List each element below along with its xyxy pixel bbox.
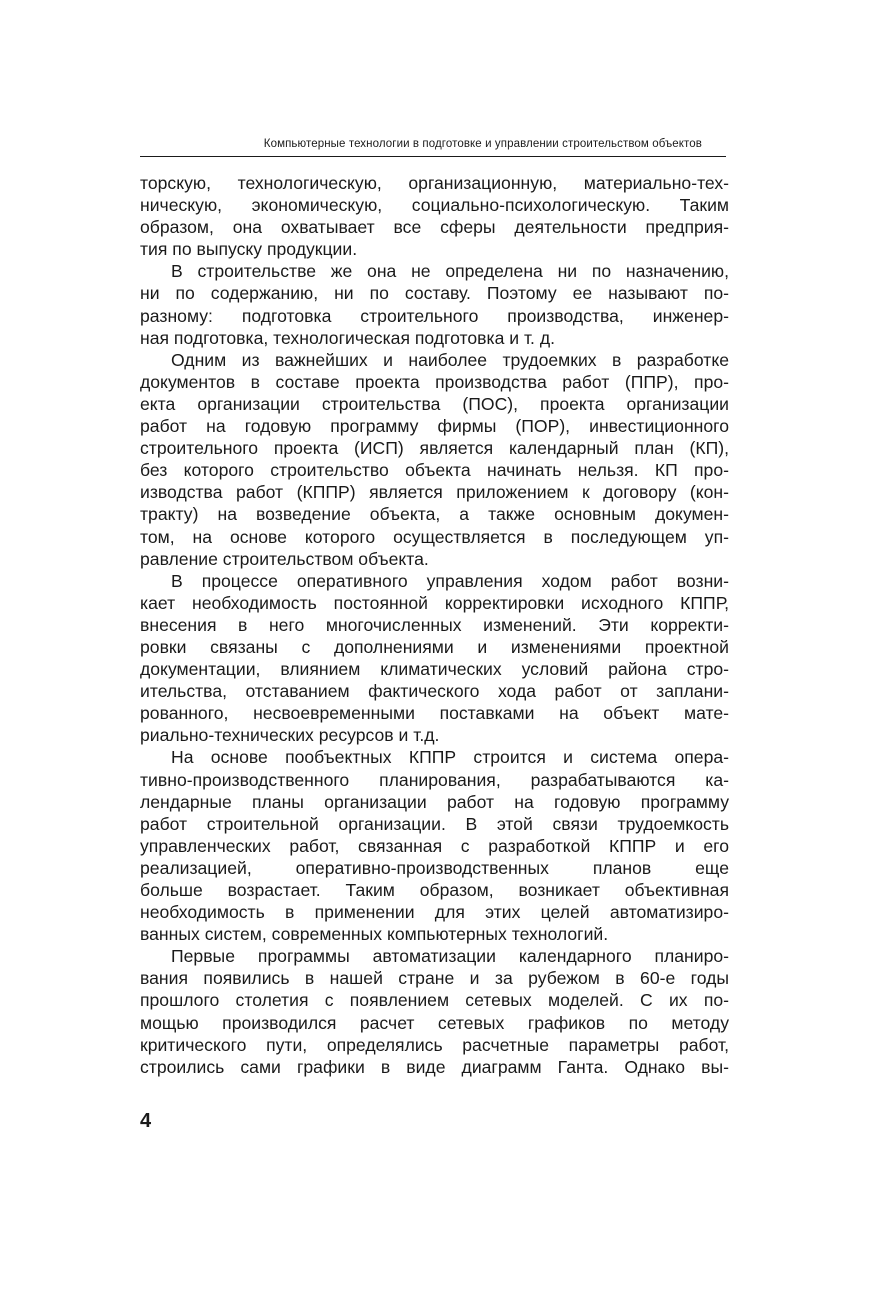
paragraph-line: Первые программы автоматизации календарного планиро-: [171, 946, 729, 967]
paragraph-line: тракту) на возведение объекта, а также основным докумен-: [140, 504, 729, 525]
paragraph-line: внесения в него многочисленных изменений. Эти корректи-: [140, 614, 729, 635]
paragraph-line: На основе пообъектных КППР строится и система опера-: [171, 747, 729, 768]
paragraph-line: работ на годовую программу фирмы (ПОР), инвестиционного: [140, 416, 729, 437]
paragraph-line: рованного, несвоевременными поставками на объект мате-: [140, 703, 729, 724]
paragraph-line: В процессе оперативного управления ходом работ возни-: [171, 570, 729, 591]
page-body: [140, 172, 729, 1078]
paragraph-line: больше возрастает. Таким образом, возникает объективная: [140, 880, 729, 900]
paragraph-line: кает необходимость постоянной корректировки исходного КППР,: [140, 592, 729, 613]
paragraph-line: ровки связаны с дополнениями и изменениями проектной: [140, 636, 729, 657]
paragraph-line: документации, влиянием климатических условий района стро-: [140, 659, 729, 680]
paragraph: [140, 172, 729, 260]
paragraph-line: изводства работ (КППР) является приложением к договору (кон-: [140, 482, 729, 503]
paragraph: [140, 570, 729, 747]
paragraph-line: В строительстве же она не определена ни по назначению,: [171, 261, 729, 282]
paragraph-line: разному: подготовка строительного производства, инженер-: [140, 305, 729, 326]
running-header-title: Компьютерные технологии в подготовке и управлении строительством объектов: [263, 138, 702, 150]
paragraph-line: ванных систем, современных компьютерных технологий.: [140, 924, 609, 945]
paragraph-line: риально-технических ресурсов и т.д.: [140, 725, 440, 746]
paragraph-line: лендарные планы организации работ на годовую программу: [140, 791, 729, 812]
page-number: 4: [140, 1110, 152, 1132]
paragraph-line: управленческих работ, связанная с разработкой КППР и его: [140, 835, 729, 856]
paragraph-line: екта организации строительства (ПОС), проекта организации: [140, 393, 729, 414]
paragraph-line: Одним из важнейших и наиболее трудоемких в разработке: [171, 349, 729, 370]
paragraph: [140, 349, 729, 570]
paragraph-line: вания появились в нашей стране и за рубежом в 60-е годы: [140, 968, 729, 989]
paragraph-line: тивно-производственного планирования, разрабатываются ка-: [140, 769, 729, 790]
paragraph-line: том, на основе которого осуществляется в последующем уп-: [140, 526, 729, 547]
paragraph-line: тия по выпуску продукции.: [140, 239, 358, 260]
paragraph-line: критического пути, определялись расчетные параметры работ,: [140, 1034, 729, 1055]
paragraph: [140, 746, 729, 945]
paragraph-line: прошлого столетия с появлением сетевых моделей. С их по-: [140, 990, 729, 1011]
paragraph-line: строились сами графики в виде диаграмм Ганта. Однако вы-: [140, 1056, 729, 1077]
running-header: [140, 134, 726, 157]
paragraph-line: работ строительной организации. В этой связи трудоемкость: [140, 813, 729, 834]
paragraph-line: строительного проекта (ИСП) является календарный план (КП),: [140, 438, 729, 459]
paragraph: [140, 945, 729, 1078]
paragraph-line: реализацией, оперативно-производственных планов еще: [140, 857, 729, 878]
paragraph-line: ительства, отставанием фактического хода работ от заплани-: [140, 681, 729, 702]
paragraph-line: документов в составе проекта производства работ (ППР), про-: [140, 371, 729, 392]
paragraph-line: без которого строительство объекта начинать нельзя. КП про-: [140, 460, 729, 481]
paragraph-line: торскую, технологическую, организационную, материально-тех-: [140, 173, 729, 193]
paragraph-line: ни по содержанию, ни по составу. Поэтому ее называют по-: [140, 283, 729, 304]
paragraph-line: необходимость в применении для этих целей автоматизиро-: [140, 902, 729, 923]
paragraph-line: ная подготовка, технологическая подготовка и т. д.: [140, 327, 555, 348]
paragraph-line: ническую, экономическую, социально-психологическую. Таким: [140, 195, 729, 216]
paragraph-line: равление строительством объекта.: [140, 548, 429, 569]
paragraph-line: образом, она охватывает все сферы деятельности предприя-: [140, 217, 729, 238]
paragraph-line: мощью производился расчет сетевых графиков по методу: [140, 1012, 729, 1033]
paragraph: [140, 260, 729, 348]
